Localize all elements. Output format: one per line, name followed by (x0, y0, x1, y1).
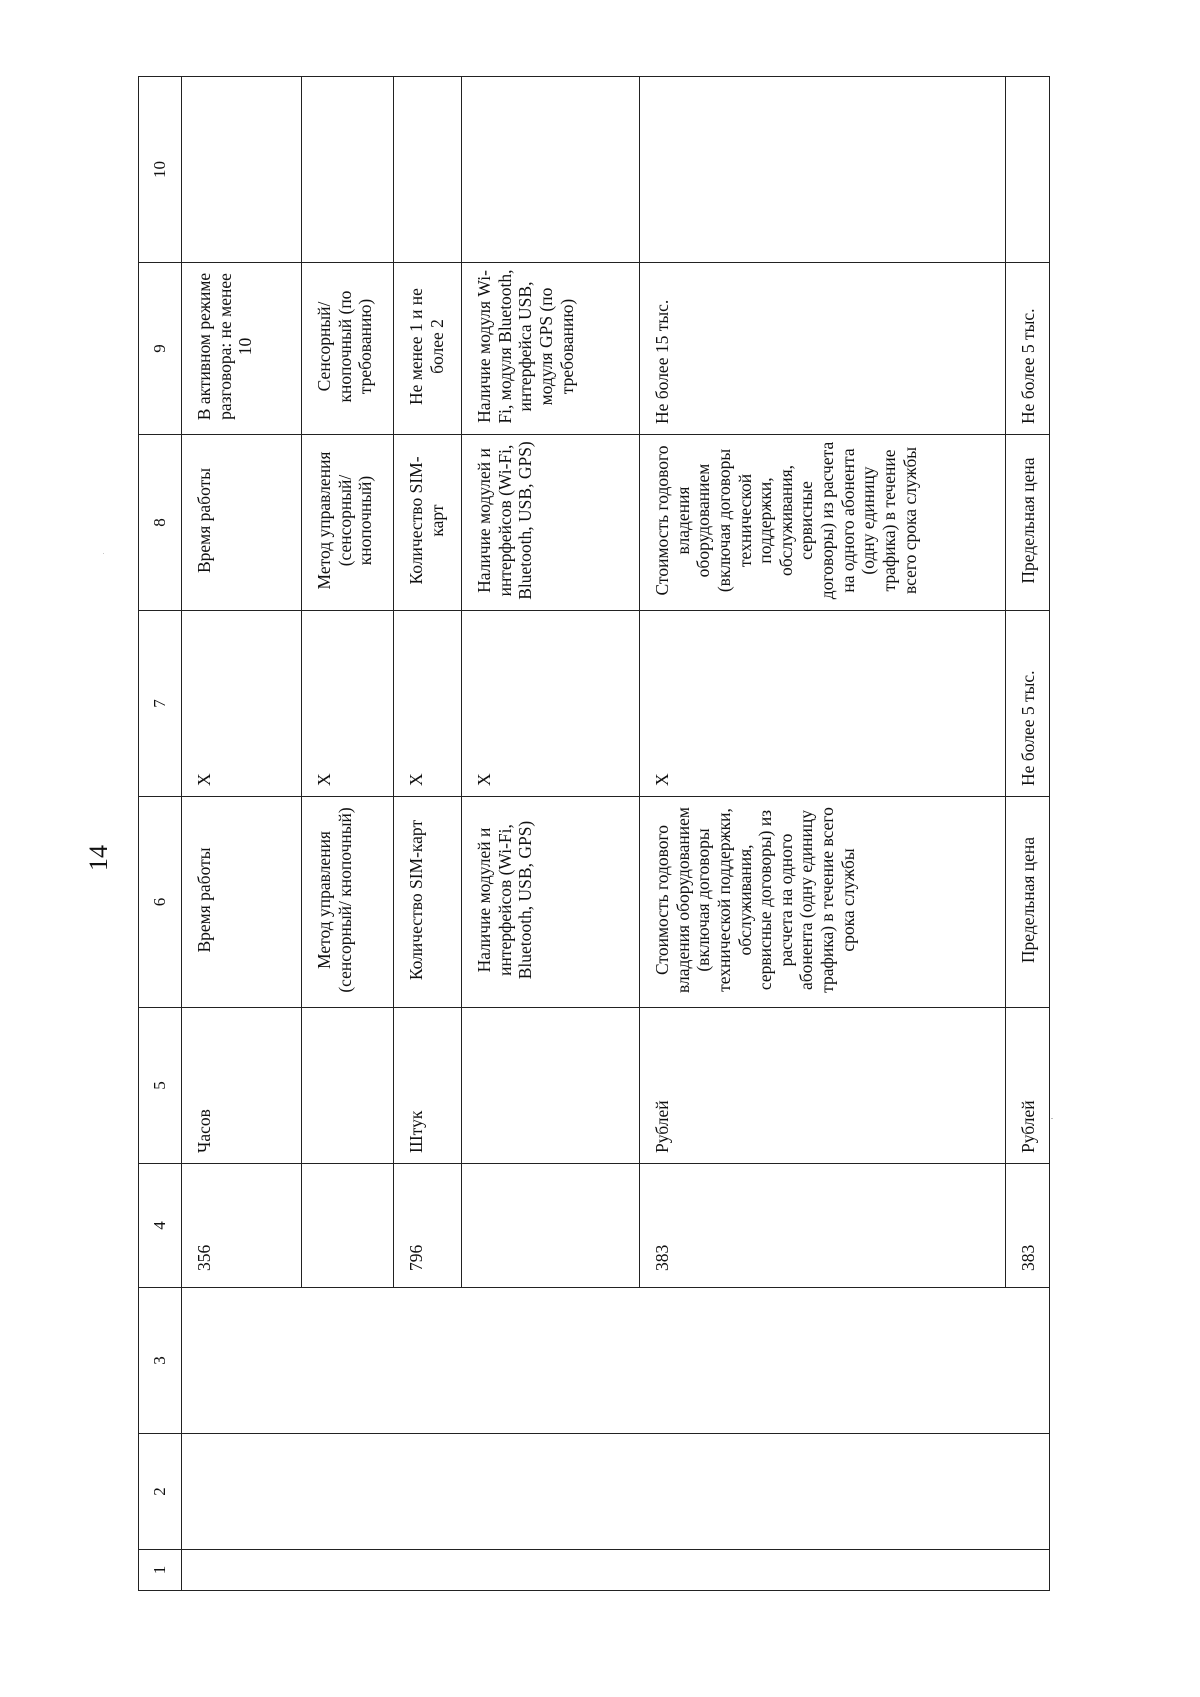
rotated-table-wrapper (138, 77, 1038, 1591)
cell-characteristic: Количество SIM-карт (394, 797, 462, 1008)
cell-unit: Часов (182, 1008, 302, 1164)
page-number: 14 (84, 845, 113, 871)
cell-value-x: Х (302, 611, 394, 797)
cell-unit: Рублей (1006, 1008, 1050, 1164)
cell-value-x: Х (182, 611, 302, 797)
cell-characteristic: Время работы (182, 797, 302, 1008)
col-header-5: 5 (139, 1008, 182, 1164)
cell-col1 (462, 1550, 640, 1591)
cell-characteristic-2: Предельная цена (1006, 435, 1050, 611)
cell-col3 (394, 1288, 462, 1434)
table-row (182, 77, 302, 1591)
cell-characteristic-2: Стоимость годового владения оборудованием (включая договоры технической поддержки, обслуживания, сервисные договоры) из расчета на одного абонента (одну единицу трафика) в течение всего срока службы (640, 435, 1006, 611)
cell-col10 (1006, 77, 1050, 263)
cell-characteristic: Наличие модулей и интерфейсов (Wi-Fi, Bluetooth, USB, GPS) (462, 797, 640, 1008)
col-header-8: 8 (139, 435, 182, 611)
cell-characteristic: Стоимость годового владения оборудованием (включая договоры технической поддержки, обслуживания, сервисные договоры) из расчета на одного абонента (одну единицу трафика) в течение всего срока службы (640, 797, 1006, 1008)
col-header-6: 6 (139, 797, 182, 1008)
cell-value-x: Не более 5 тыс. (1006, 611, 1050, 797)
cell-requirement: В активном режиме разговора: не менее 10 (182, 263, 302, 435)
cell-unit: Рублей (640, 1008, 1006, 1164)
table-row (1006, 77, 1050, 1591)
cell-requirement: Не менее 1 и не более 2 (394, 263, 462, 435)
cell-okei-code: 356 (182, 1164, 302, 1288)
cell-requirement: Не более 15 тыс. (640, 263, 1006, 435)
table-row (640, 77, 1006, 1591)
cell-col3 (302, 1288, 394, 1434)
cell-unit (302, 1008, 394, 1164)
col-header-3: 3 (139, 1288, 182, 1434)
cell-col1 (1006, 1550, 1050, 1591)
cell-unit (462, 1008, 640, 1164)
cell-characteristic: Метод управления (сенсорный/ кнопочный) (302, 797, 394, 1008)
cell-col10 (462, 77, 640, 263)
col-header-2: 2 (139, 1434, 182, 1550)
cell-col10 (182, 77, 302, 263)
col-header-9: 9 (139, 263, 182, 435)
cell-col3 (182, 1288, 302, 1434)
cell-col10 (640, 77, 1006, 263)
cell-characteristic-2: Количество SIM-карт (394, 435, 462, 611)
cell-col1 (182, 1550, 302, 1591)
cell-okei-code: 383 (1006, 1164, 1050, 1288)
cell-col1 (394, 1550, 462, 1591)
cell-requirement: Сенсорный/ кнопочный (по требованию) (302, 263, 394, 435)
cell-col2 (394, 1434, 462, 1550)
cell-col2 (182, 1434, 302, 1550)
col-header-10: 10 (139, 77, 182, 263)
cell-col2 (462, 1434, 640, 1550)
col-header-7: 7 (139, 611, 182, 797)
cell-col10 (302, 77, 394, 263)
cell-unit: Штук (394, 1008, 462, 1164)
col-header-4: 4 (139, 1164, 182, 1288)
col-header-1: 1 (139, 1550, 182, 1591)
rotated-table-frame (138, 77, 1038, 1591)
table-row (302, 77, 394, 1591)
cell-col1 (302, 1550, 394, 1591)
cell-requirement: Не более 5 тыс. (1006, 263, 1050, 435)
table-row (394, 77, 462, 1591)
scan-speck (103, 553, 104, 554)
cell-okei-code: 796 (394, 1164, 462, 1288)
table-header-row (139, 77, 182, 1591)
cell-okei-code (462, 1164, 640, 1288)
requirements-table (138, 76, 1050, 1591)
cell-col10 (394, 77, 462, 263)
scan-speck (1051, 1118, 1053, 1119)
cell-col3 (462, 1288, 640, 1434)
cell-col3 (1006, 1288, 1050, 1434)
cell-value-x: Х (462, 611, 640, 797)
cell-col2 (640, 1434, 1006, 1550)
cell-col3 (640, 1288, 1006, 1434)
cell-characteristic-2: Метод управления (сенсорный/ кнопочный) (302, 435, 394, 611)
cell-okei-code (302, 1164, 394, 1288)
cell-characteristic-2: Наличие модулей и интерфейсов (Wi-Fi, Bluetooth, USB, GPS) (462, 435, 640, 611)
table-row (462, 77, 640, 1591)
cell-value-x: Х (640, 611, 1006, 797)
cell-col2 (1006, 1434, 1050, 1550)
cell-okei-code: 383 (640, 1164, 1006, 1288)
cell-characteristic: Предельная цена (1006, 797, 1050, 1008)
cell-value-x: Х (394, 611, 462, 797)
cell-requirement: Наличие модуля Wi-Fi, модуля Bluetooth, интерфейса USB, модуля GPS (по требованию) (462, 263, 640, 435)
cell-col2 (302, 1434, 394, 1550)
cell-col1 (640, 1550, 1006, 1591)
cell-characteristic-2: Время работы (182, 435, 302, 611)
